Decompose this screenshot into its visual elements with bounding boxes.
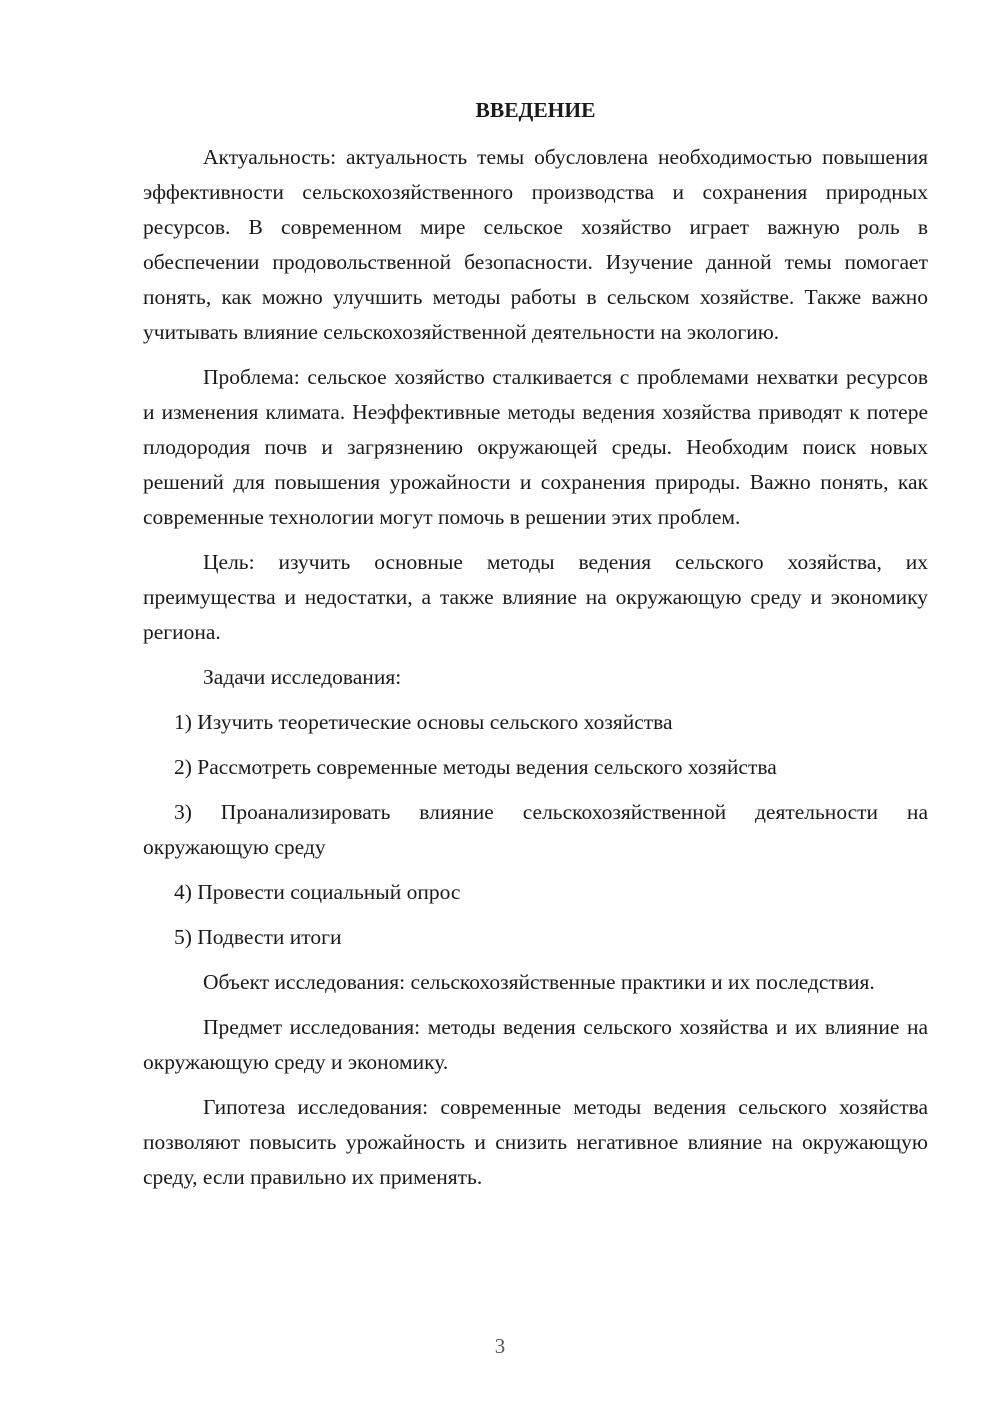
paragraph-hypothesis: Гипотеза исследования: современные методы ведения сельского хозяйства позволяют повысить урожайность и снизить негативное влияние на окружающую среду, если правильно их применять. bbox=[143, 1095, 928, 1189]
paragraph-relevance: Актуальность: актуальность темы обусловлена необходимостью повышения эффективности сельскохозяйственного производства и сохранения природных ресурсов. В современном мире сельское хозяйство играет важную роль в обеспечении продовольственной безопасности. Изучение данной темы помогает понять, как можно улучшить методы работы в сельском хозяйстве. Также важно учитывать влияние сельскохозяйственной деятельности на экологию. bbox=[143, 145, 928, 344]
document-page bbox=[143, 93, 928, 1205]
tasks-list bbox=[143, 705, 928, 955]
paragraph-problem: Проблема: сельское хозяйство сталкивается с проблемами нехватки ресурсов и изменения климата. Неэффективные методы ведения хозяйства приводят к потере плодородия почв и загрязнению окружающей среды. Необходим поиск новых решений для повышения урожайности и сохранения природы. Важно понять, как современные технологии могут помочь в решении этих проблем. bbox=[143, 365, 928, 529]
list-item: 1) Изучить теоретические основы сельского хозяйства bbox=[174, 710, 673, 734]
paragraph-subject: Предмет исследования: методы ведения сельского хозяйства и их влияние на окружающую среду и экономику. bbox=[143, 1015, 928, 1074]
list-item: 5) Подвести итоги bbox=[174, 925, 342, 949]
paragraph-goal: Цель: изучить основные методы ведения сельского хозяйства, их преимущества и недостатки, а также влияние на окружающую среду и экономику региона. bbox=[143, 550, 928, 644]
list-item: 4) Провести социальный опрос bbox=[174, 880, 461, 904]
list-item: 3) Проанализировать влияние сельскохозяйственной деятельности на окружающую среду bbox=[143, 800, 928, 859]
list-item: 2) Рассмотреть современные методы ведения сельского хозяйства bbox=[174, 755, 777, 779]
tasks-heading: Задачи исследования: bbox=[203, 665, 402, 689]
page-title: ВВЕДЕНИЕ bbox=[475, 98, 596, 122]
paragraph-object: Объект исследования: сельскохозяйственные практики и их последствия. bbox=[203, 970, 875, 994]
page-number: 3 bbox=[494, 1334, 506, 1358]
